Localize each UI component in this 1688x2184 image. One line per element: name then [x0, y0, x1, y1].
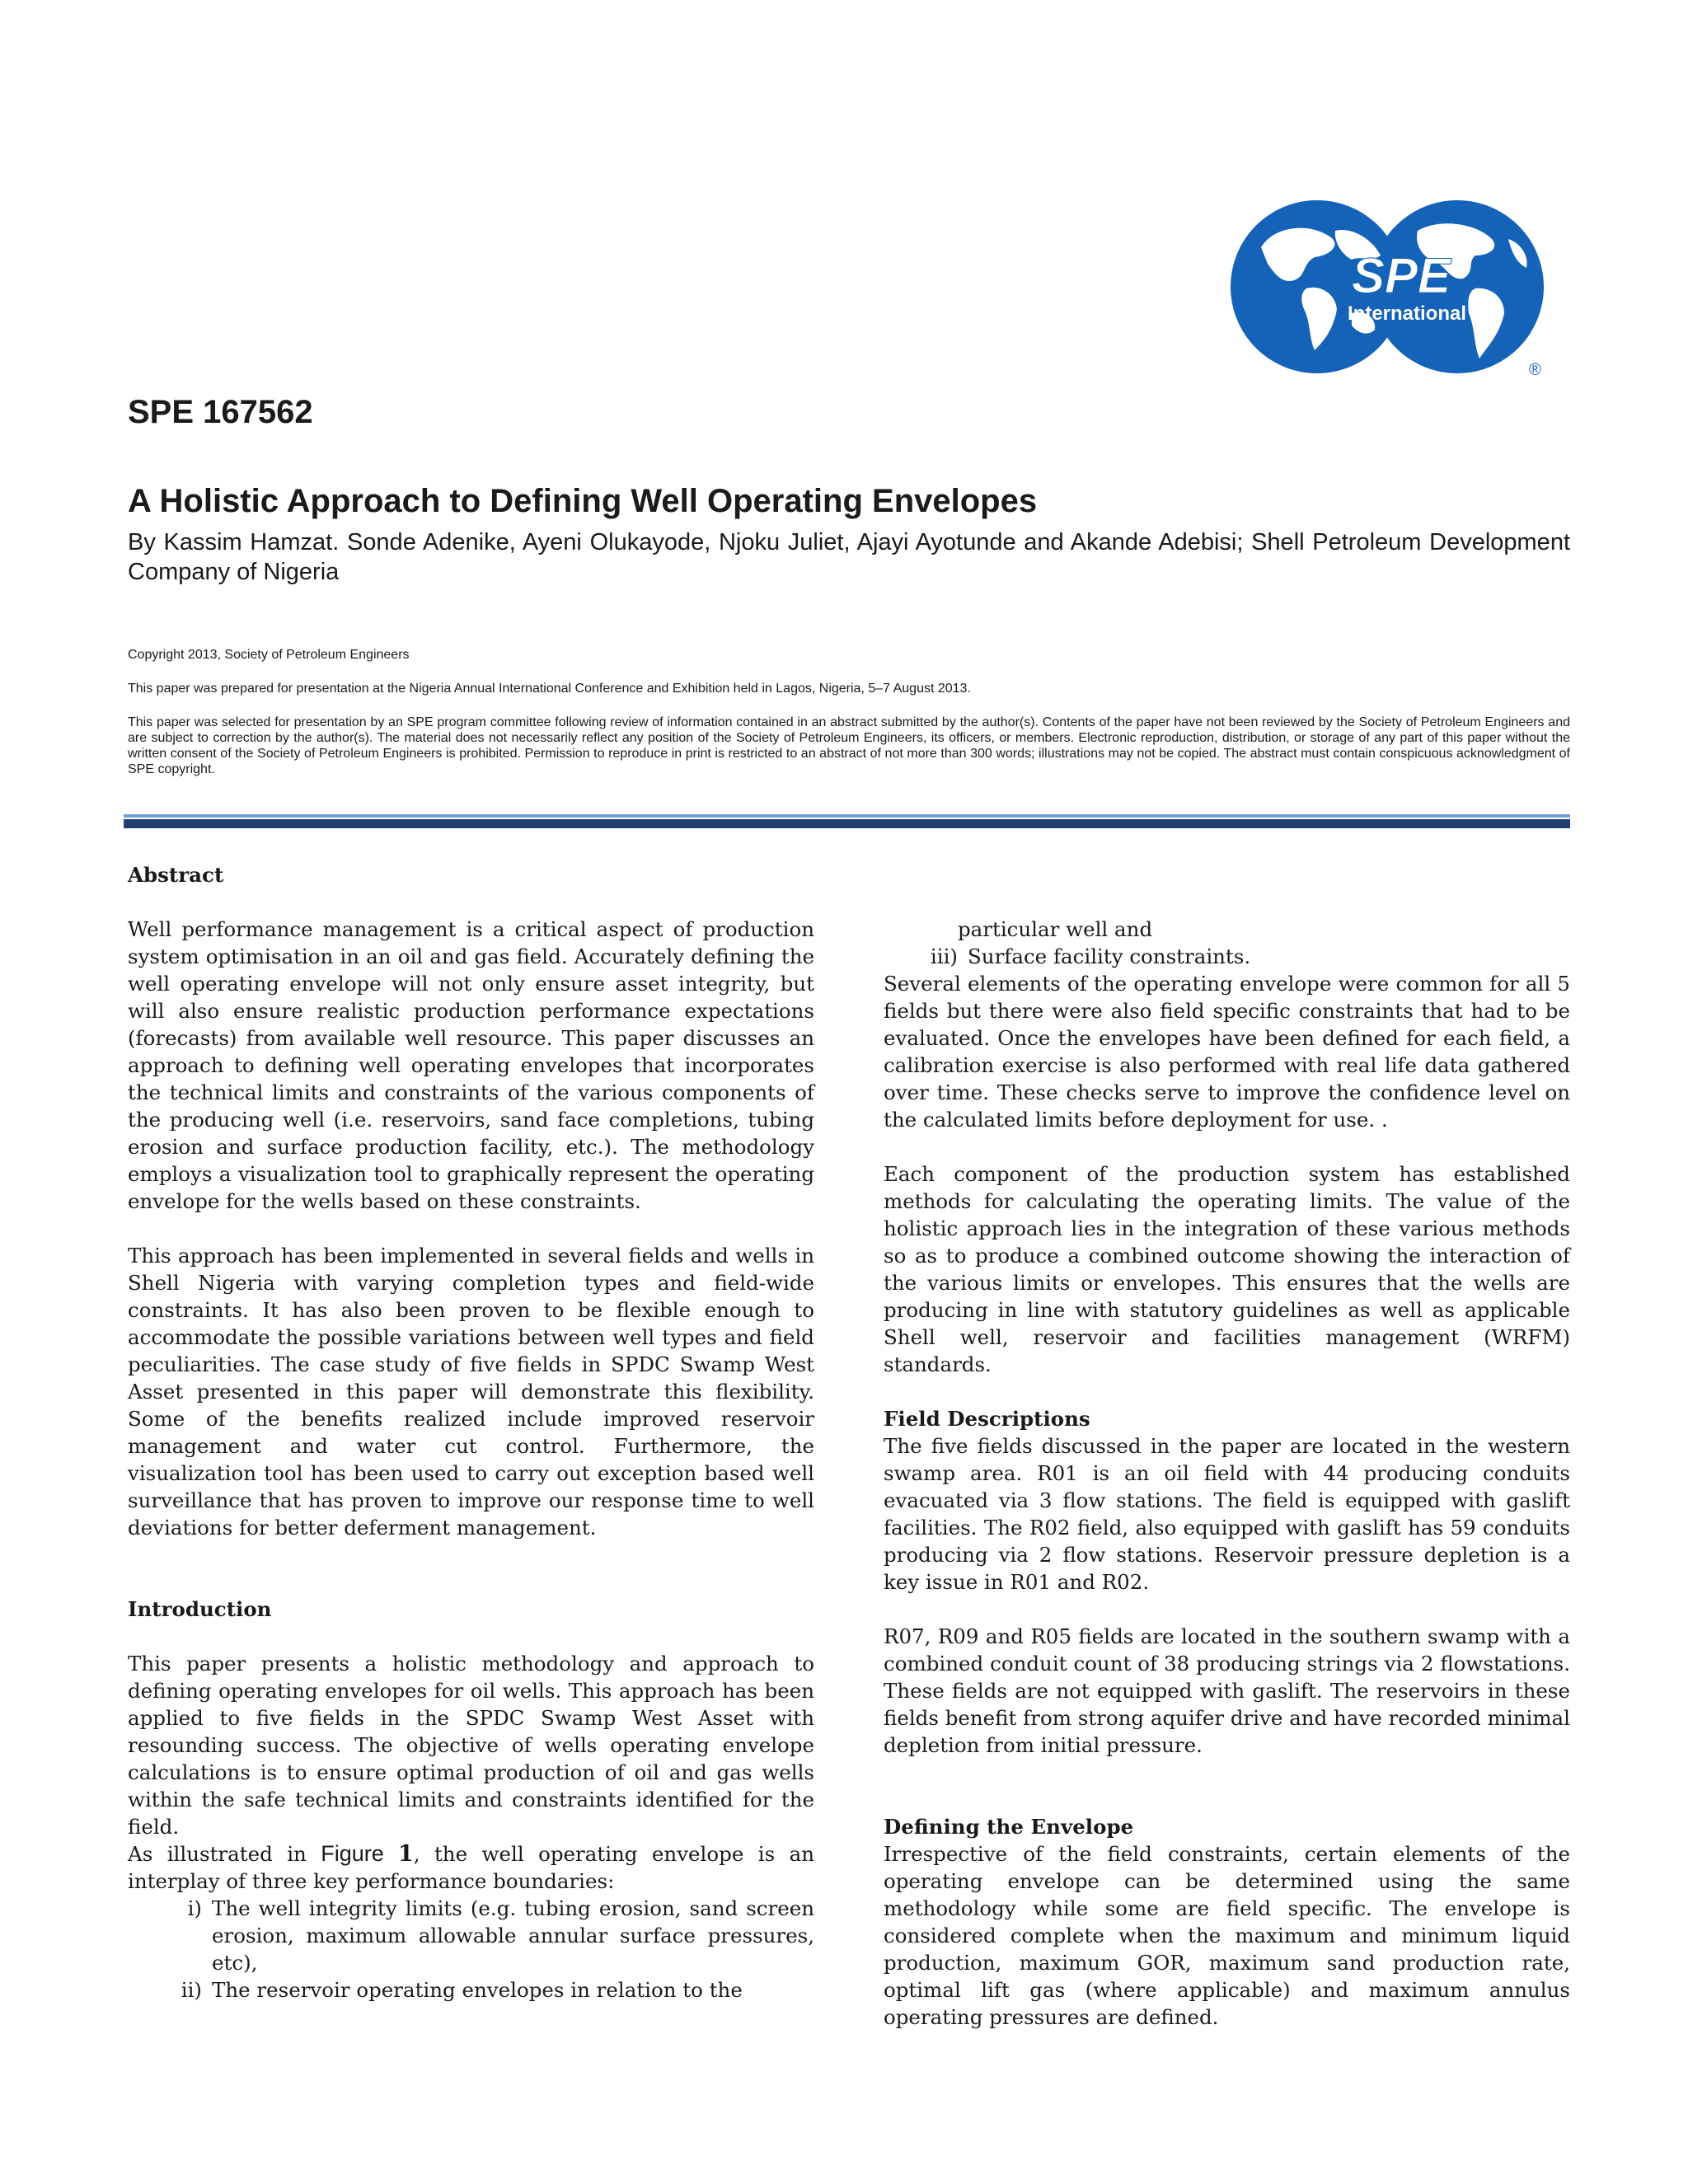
- field-descriptions-heading: Field Descriptions: [884, 1407, 1090, 1431]
- conference-line: This paper was prepared for presentation at the Nigeria Annual International Conference and Exhibition held in Lagos, Nigeria, 5–7 August 2013.: [128, 682, 971, 696]
- figure-word: Figure: [321, 1841, 398, 1866]
- copyright-block: [128, 647, 1570, 795]
- list-text: Surface facility constraints.: [968, 944, 1251, 968]
- copyright-line: Copyright 2013, Society of Petroleum Engineers: [128, 648, 410, 662]
- registered-mark: ®: [1529, 361, 1541, 379]
- paper-number: SPE 167562: [128, 394, 313, 430]
- author-line: By Kassim Hamzat. Sonde Adenike, Ayeni Olukayode, Njoku Juliet, Ajayi Ayotunde and Akande Adebisi; Shell Petroleum Development Company of Nigeria: [128, 529, 1570, 585]
- introduction-paragraph: This paper presents a holistic methodology and approach to defining operating envelopes for oil wells. This approach has been applied to five fields in the SPDC Swamp West Asset with resounding success. The objective of wells operating envelope calculations is to ensure optimal production of oil and gas wells within the safe technical limits and constraints identified for the field.: [128, 1652, 814, 1839]
- figure-number: 1: [397, 1841, 414, 1867]
- abstract-paragraph: Well performance management is a critical aspect of production system optimisation in an oil and gas field. Accurately defining the well operating envelope will not only ensure asset integrity, but will also ensure realistic production performance expectations (forecasts) from available well resource. This paper discusses an approach to defining well operating envelopes that incorporates the technical limits and constraints of the various components of the producing well (i.e. reservoirs, sand face completions, tubing erosion and surface production facility, etc.). The methodology employs a visualization tool to graphically represent the operating envelope for the wells based on these constraints.: [128, 917, 814, 1213]
- list-item: [884, 943, 1570, 970]
- text-run: , the well operating envelope is an interplay of three key performance boundaries:: [128, 1842, 814, 1893]
- list-item: [128, 1895, 814, 1976]
- body-paragraph: Several elements of the operating envelope were common for all 5 fields but there were also field specific constraints that had to be evaluated. Once the envelopes have been defined for each field, a calibration exercise is also performed with real life data gathered over time. These checks serve to improve the confidence level on the calculated limits before deployment for use. .: [884, 972, 1570, 1132]
- list-number: iii): [930, 944, 958, 968]
- header-rule: [124, 814, 1570, 828]
- list-text: The reservoir operating envelopes in relation to the: [212, 1978, 743, 2002]
- field-paragraph: R07, R09 and R05 fields are located in the southern swamp with a combined conduit count of 38 producing strings via 2 flowstations. These fields are not equipped with gaslift. The reservoirs in these fields benefit from strong aquifer drive and have recorded minimal depletion from initial pressure.: [884, 1624, 1570, 1757]
- rule-thick: [124, 819, 1570, 828]
- paper-title: A Holistic Approach to Defining Well Operating Envelopes: [128, 483, 1038, 519]
- list-number: i): [187, 1896, 202, 1920]
- field-paragraph: The five fields discussed in the paper are located in the western swamp area. R01 is an oil field with 44 producing conduits evacuated via 3 flow stations. The field is equipped with gaslift facilities. The R02 field, also equipped with gaslift has 59 conduits producing via 2 flow stations. Reservoir pressure depletion is a key issue in R01 and R02.: [884, 1434, 1570, 1594]
- defining-envelope-heading: Defining the Envelope: [884, 1815, 1134, 1839]
- introduction-heading: Introduction: [128, 1597, 272, 1621]
- body-paragraph: Each component of the production system has established methods for calculating the operating limits. The value of the holistic approach lies in the integration of these various methods so as to produce a combined outcome showing the interaction of the various limits or envelopes. This ensures that the wells are producing in line with statutory guidelines as well as applicable Shell well, reservoir and facilities management (WRFM) standards.: [884, 1162, 1570, 1376]
- logo-subtitle: International: [1348, 302, 1467, 325]
- list-continuation: particular well and: [958, 917, 1153, 941]
- list-number: ii): [181, 1978, 202, 2002]
- left-column: [128, 861, 814, 2004]
- figure-reference[interactable]: [321, 1841, 413, 1866]
- list-item: [128, 1976, 814, 2004]
- right-column: [884, 861, 1570, 2031]
- abstract-paragraph: This approach has been implemented in several fields and wells in Shell Nigeria with varying completion types and field-wide constraints. It has also been proven to be flexible enough to accommodate the possible variations between well types and field peculiarities. The case study of five fields in SPDC Swamp West Asset presented in this paper will demonstrate this flexibility. Some of the benefits realized include improved reservoir management and water cut control. Furthermore, the visualization tool has been used to carry out exception based well surveillance that has proven to improve our response time to well deviations for better deferment management.: [128, 1244, 814, 1540]
- text-run: As illustrated in: [128, 1842, 321, 1866]
- rule-thin: [124, 814, 1570, 818]
- logo-brand: SPE: [1352, 248, 1451, 303]
- envelope-paragraph: Irrespective of the field constraints, certain elements of the operating envelope can be determined using the same methodology while some are field specific. The envelope is considered complete when the maximum and minimum liquid production, maximum GOR, maximum sand production rate, optimal lift gas (where applicable) and maximum annulus operating pressures are defined.: [884, 1842, 1570, 2029]
- permissions-notice: This paper was selected for presentation by an SPE program committee following review of information contained in an abstract submitted by the author(s). Contents of the paper have not been reviewed by the Society of Petroleum Engineers and are subject to correction by the author(s). The material does not necessarily reflect any position of the Society of Petroleum Engineers, its officers, or members. Electronic reproduction, distribution, or storage of any part of this paper without the written consent of the Society of Petroleum Engineers is prohibited. Permission to reproduce in print is restricted to an abstract of not more than 300 words; illustrations may not be copied. The abstract must contain conspicuous acknowledgment of SPE copyright.: [128, 715, 1570, 776]
- introduction-paragraph: [128, 1840, 814, 1895]
- spe-international-logo: [1228, 198, 1558, 379]
- abstract-heading: Abstract: [128, 863, 224, 887]
- list-text: The well integrity limits (e.g. tubing erosion, sand screen erosion, maximum allowable annular surface pressures, etc),: [212, 1896, 814, 1975]
